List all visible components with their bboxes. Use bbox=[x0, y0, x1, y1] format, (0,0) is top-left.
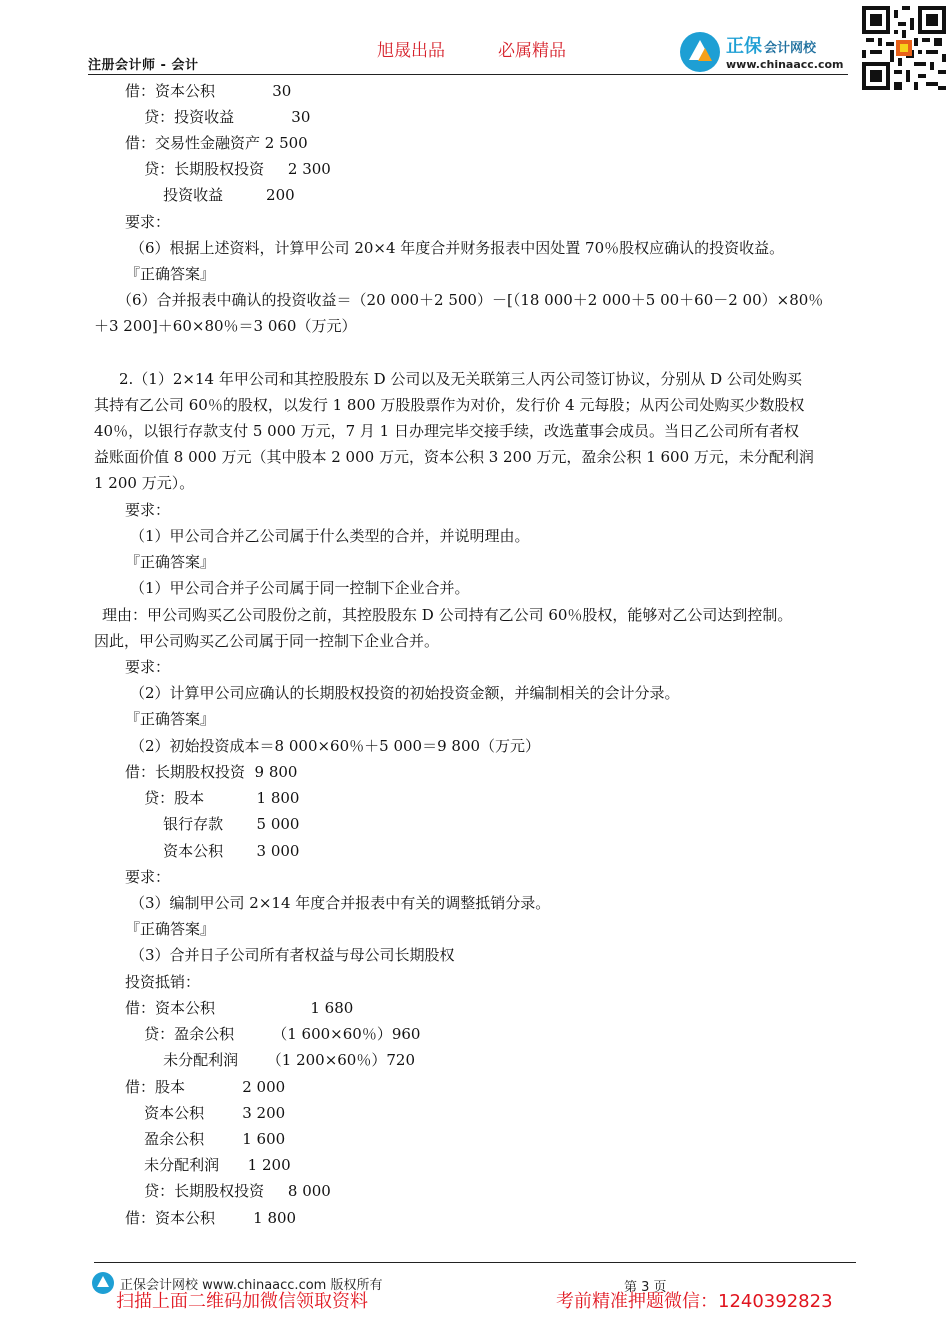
text-line: 投资收益 200 bbox=[125, 186, 295, 204]
text-line: 要求： bbox=[125, 868, 171, 886]
text-line: 1 200 万元）。 bbox=[94, 474, 195, 492]
footer-rule bbox=[94, 1262, 856, 1263]
text-line: 贷：盈余公积 （1 600×60％）960 bbox=[125, 1025, 421, 1043]
text-line: 40％，以银行存款支付 5 000 万元，7 月 1 日办理完毕交接手续，改选董事会成员。当日乙公司所有者权 bbox=[94, 422, 799, 440]
text-line: 2.（1）2×14 年甲公司和其控股股东 D 公司以及无关联第三人丙公司签订协议，分别从 D 公司处购买 bbox=[119, 370, 802, 388]
text-line: （1）甲公司合并乙公司属于什么类型的合并，并说明理由。 bbox=[130, 527, 530, 545]
footer-logo-icon bbox=[92, 1272, 114, 1294]
text-line: （6）合并报表中确认的投资收益＝（20 000＋2 500）－[（18 000＋2 000＋5 00＋60－2 00）×80％ bbox=[117, 291, 824, 309]
text-line: 未分配利润 1 200 bbox=[125, 1156, 291, 1174]
text-line: 要求： bbox=[125, 213, 171, 231]
brand-url: www.chinaacc.com bbox=[726, 58, 844, 71]
brand-sub: 会计网校 bbox=[764, 41, 817, 56]
text-line: 借：交易性金融资产 2 500 bbox=[125, 134, 308, 152]
qr-code-icon[interactable] bbox=[862, 6, 946, 90]
text-line: 『正确答案』 bbox=[125, 265, 216, 283]
text-line: （3）合并日子公司所有者权益与母公司长期股权 bbox=[130, 946, 455, 964]
text-line: 借：资本公积 1 800 bbox=[125, 1209, 297, 1227]
exam-title: 注册会计师 - 会计 bbox=[88, 58, 199, 73]
text-line: 投资抵销： bbox=[125, 973, 201, 991]
text-line: （2）计算甲公司应确认的长期股权投资的初始投资金额，并编制相关的会计分录。 bbox=[130, 684, 680, 702]
text-line: 借：股本 2 000 bbox=[125, 1078, 286, 1096]
text-line: ＋3 200]＋60×80％＝3 060（万元） bbox=[94, 317, 357, 335]
text-line: 贷：长期股权投资 8 000 bbox=[125, 1182, 331, 1200]
text-line: 『正确答案』 bbox=[125, 710, 216, 728]
promo-left[interactable]: 扫描上面二维码加微信领取资料 bbox=[116, 1291, 368, 1312]
text-line: 资本公积 3 000 bbox=[125, 842, 300, 860]
text-line: 借：长期股权投资 9 800 bbox=[125, 763, 298, 781]
slogan-right: 必属精品 bbox=[498, 41, 566, 61]
text-line: 银行存款 5 000 bbox=[125, 815, 300, 833]
text-line: （6）根据上述资料，计算甲公司 20×4 年度合并财务报表中因处置 70％股权应确认的投资收益。 bbox=[130, 239, 785, 257]
logo-badge-icon bbox=[680, 32, 720, 72]
slogan-left: 旭晟出品 bbox=[377, 41, 445, 61]
text-line: 理由：甲公司购买乙公司股份之前，其控股股东 D 公司持有乙公司 60％股权，能够对乙公司达到控制。 bbox=[102, 606, 793, 624]
promo-right[interactable]: 考前精准押题微信：1240392823 bbox=[556, 1291, 833, 1312]
text-line: （1）甲公司合并子公司属于同一控制下企业合并。 bbox=[130, 579, 470, 597]
page-number: 第 3 页 bbox=[624, 1280, 667, 1295]
text-line: （3）编制甲公司 2×14 年度合并报表中有关的调整抵销分录。 bbox=[130, 894, 551, 912]
brand-text bbox=[726, 32, 816, 58]
text-line: （2）初始投资成本＝8 000×60％＋5 000＝9 800（万元） bbox=[130, 737, 541, 755]
text-line: 要求： bbox=[125, 501, 171, 519]
text-line: 『正确答案』 bbox=[125, 553, 216, 571]
text-line: 要求： bbox=[125, 658, 171, 676]
text-line: 因此，甲公司购买乙公司属于同一控制下企业合并。 bbox=[94, 632, 440, 650]
text-line: 借：资本公积 30 bbox=[125, 82, 292, 100]
text-line: 贷：长期股权投资 2 300 bbox=[125, 160, 331, 178]
text-line: 盈余公积 1 600 bbox=[125, 1130, 286, 1148]
text-line: 其持有乙公司 60％的股权，以发行 1 800 万股股票作为对价，发行价 4 元每股；从丙公司处购买少数股权 bbox=[94, 396, 805, 414]
text-line: 益账面价值 8 000 万元（其中股本 2 000 万元，资本公积 3 200 万元，盈余公积 1 600 万元，未分配利润 bbox=[94, 448, 814, 466]
text-line: 资本公积 3 200 bbox=[125, 1104, 286, 1122]
text-line: 贷：股本 1 800 bbox=[125, 789, 300, 807]
text-line: 借：资本公积 1 680 bbox=[125, 999, 354, 1017]
footer-copyright: 正保会计网校 www.chinaacc.com 版权所有 bbox=[120, 1278, 383, 1293]
brand-logo[interactable] bbox=[680, 30, 856, 76]
text-line: 未分配利润 （1 200×60％）720 bbox=[125, 1051, 415, 1069]
brand-name: 正保 bbox=[726, 36, 762, 57]
text-line: 『正确答案』 bbox=[125, 920, 216, 938]
text-line: 贷：投资收益 30 bbox=[125, 108, 311, 126]
